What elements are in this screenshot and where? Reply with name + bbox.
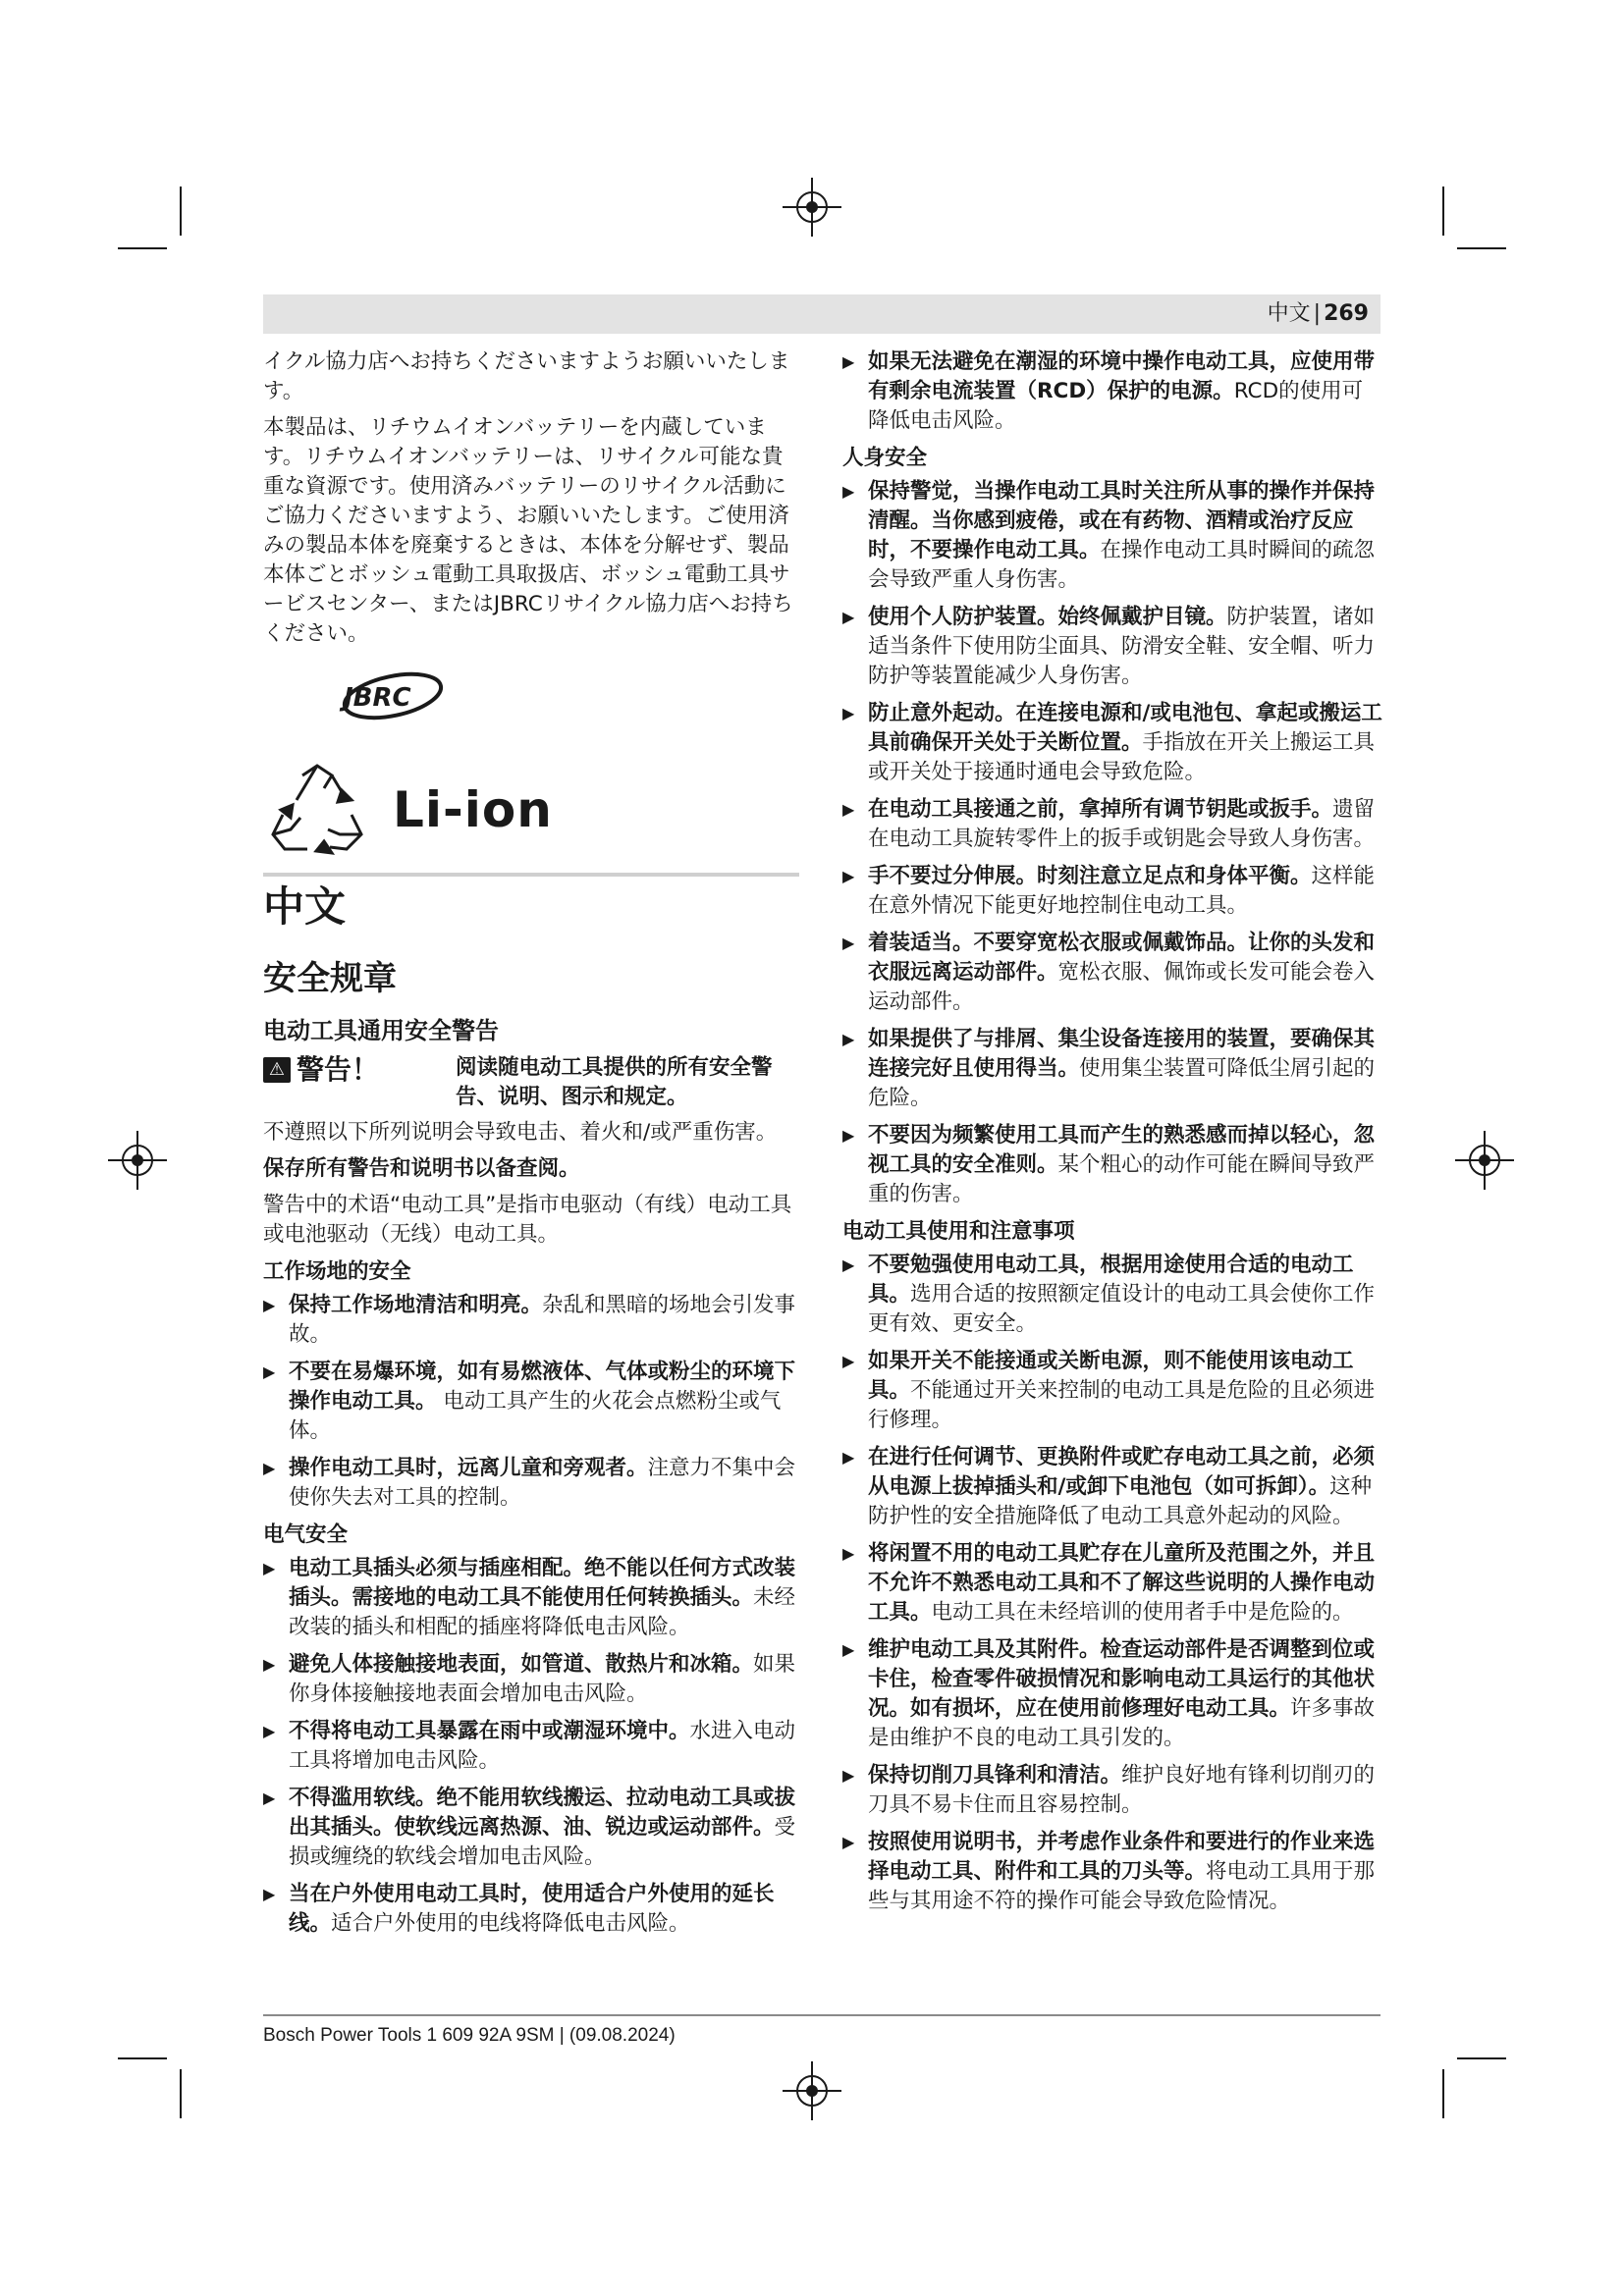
item-bold: 如果开关不能接通或关断电源，则不能使用该电动工具。 <box>868 1349 1354 1403</box>
item-text: 这种防护性的安全措施降低了电动工具意外起动的风险。 <box>868 1474 1373 1528</box>
item-bold: 保持警觉，当操作电动工具时关注所从事的操作并保持清醒。当你感到疲倦，或在有药物、酒精或治疗反应时，不要操作电动工具。 <box>868 479 1376 562</box>
footer-text: Bosch Power Tools 1 609 92A 9SM | (09.08.2024) <box>263 2025 676 2046</box>
page-header-bar <box>263 294 1380 334</box>
item-text: 受损或缠绕的软线会增加电击风险。 <box>289 1815 796 1869</box>
electrical-heading: 电气安全 <box>263 1522 349 1547</box>
electrical-list <box>263 1554 799 1939</box>
item-bold: 不要在易爆环境，如有易燃液体、气体或粉尘的环境下操作电动工具。 <box>289 1360 796 1414</box>
bullet-arrow-icon: ▶ <box>842 1126 855 1145</box>
item-text: 适合户外使用的电线将降低电击风险。 <box>331 1911 690 1936</box>
item-bold: 着装适当。不要穿宽松衣服或佩戴饰品。让你的头发和衣服远离运动部件。 <box>868 931 1376 985</box>
bullet-arrow-icon: ▶ <box>842 1766 855 1785</box>
bullet-arrow-icon: ▶ <box>263 1362 276 1381</box>
item-bold: 操作电动工具时，远离儿童和旁观者。 <box>289 1456 648 1480</box>
footer-rule <box>263 2014 1380 2016</box>
general-warning-heading: 电动工具通用安全警告 <box>263 1017 499 1044</box>
list-item <box>842 1251 1382 1339</box>
bullet-arrow-icon: ▶ <box>842 608 855 626</box>
safety-title: 安全规章 <box>263 959 397 998</box>
list-item <box>842 603 1382 691</box>
tool-use-heading: 电动工具使用和注意事项 <box>842 1219 1075 1244</box>
crop-mark <box>180 2069 182 2118</box>
item-bold: 如果提供了与排屑、集尘设备连接用的装置，要确保其连接完好且使用得当。 <box>868 1027 1376 1081</box>
item-bold: 不要因为频繁使用工具而产生的熟悉感而掉以轻心，忽视工具的安全准则。 <box>868 1123 1376 1177</box>
registration-mark-left <box>122 1145 153 1176</box>
bullet-arrow-icon: ▶ <box>263 1459 276 1477</box>
item-bold: 手不要过分伸展。时刻注意立足点和身体平衡。 <box>868 864 1312 888</box>
bullet-arrow-icon: ▶ <box>263 1655 276 1674</box>
bullet-arrow-icon: ▶ <box>842 482 855 501</box>
list-item <box>263 1358 799 1446</box>
item-text: 注意力不集中会使你失去对工具的控制。 <box>289 1456 796 1510</box>
crop-mark <box>1442 2069 1444 2118</box>
tool-use-list <box>842 1251 1382 1916</box>
list-item <box>842 1828 1382 1916</box>
item-text: 选用合适的按照额定值设计的电动工具会使你工作更有效、更安全。 <box>868 1282 1376 1336</box>
item-bold: 维护电动工具及其附件。检查运动部件是否调整到位或卡住，检查零件破损情况和影响电动工具运行的其他状况。如有损坏，应在使用前修理好电动工具。 <box>868 1637 1376 1721</box>
item-bold: 当在户外使用电动工具时，使用适合户外使用的延长线。 <box>289 1882 775 1936</box>
bullet-arrow-icon: ▶ <box>263 1722 276 1740</box>
svg-text:JBRC: JBRC <box>344 683 411 713</box>
list-item <box>263 1717 799 1776</box>
item-bold: 在电动工具接通之前，拿掉所有调节钥匙或扳手。 <box>868 797 1333 822</box>
warning-block <box>263 1053 799 1112</box>
save-instructions: 保存所有警告和说明书以备查阅。 <box>263 1156 580 1181</box>
crop-mark <box>1442 187 1444 236</box>
personal-safety-heading: 人身安全 <box>842 446 928 470</box>
item-bold: 不要勉强使用电动工具，根据用途使用合适的电动工具。 <box>868 1253 1354 1307</box>
crop-mark <box>1457 2057 1506 2059</box>
bullet-arrow-icon: ▶ <box>263 1885 276 1903</box>
header-separator: | <box>1313 301 1322 326</box>
list-item <box>263 1880 799 1939</box>
item-bold: 防止意外起动。在连接电源和/或电池包、拿起或搬运工具前确保开关处于关断位置。 <box>868 701 1382 755</box>
crop-mark <box>180 187 182 236</box>
recycle-icon <box>263 761 371 859</box>
crop-mark <box>118 247 167 249</box>
list-item <box>263 1291 799 1350</box>
list-item <box>842 1347 1382 1435</box>
language-title: 中文 <box>263 882 347 931</box>
list-item <box>842 929 1382 1017</box>
bullet-arrow-icon: ▶ <box>842 352 855 371</box>
list-item <box>842 1121 1382 1209</box>
item-bold: 避免人体接触接地表面，如管道、散热片和冰箱。 <box>289 1652 754 1677</box>
personal-safety-list <box>842 477 1382 1209</box>
bullet-arrow-icon: ▶ <box>842 1352 855 1370</box>
registration-mark-top <box>796 191 828 223</box>
item-text: RCD的使用可降低电击风险。 <box>868 379 1364 433</box>
item-bold: 不得将电动工具暴露在雨中或潮湿环境中。 <box>289 1719 690 1743</box>
list-item <box>842 1539 1382 1628</box>
item-text: 宽松衣服、佩饰或长发可能会卷入运动部件。 <box>868 960 1376 1014</box>
item-text: 在操作电动工具时瞬间的疏忽会导致严重人身伤害。 <box>868 538 1376 592</box>
list-item <box>842 1761 1382 1820</box>
item-text: 维护良好地有锋利切削刃的刀具不易卡住而且容易控制。 <box>868 1763 1376 1817</box>
item-text: 不能通过开关来控制的电动工具是危险的且必须进行修理。 <box>868 1378 1376 1432</box>
bullet-arrow-icon: ▶ <box>842 1640 855 1659</box>
bullet-arrow-icon: ▶ <box>263 1789 276 1807</box>
bullet-arrow-icon: ▶ <box>842 1448 855 1467</box>
warning-consequence: 不遵照以下所列说明会导致电击、着火和/或严重伤害。 <box>263 1120 778 1145</box>
item-bold: 在进行任何调节、更换附件或贮存电动工具之前，必须从电源上拔掉插头和/或卸下电池包（如可拆卸）。 <box>868 1445 1376 1499</box>
list-item <box>842 699 1382 787</box>
liion-label: Li-ion <box>393 781 553 838</box>
list-item <box>842 795 1382 854</box>
list-item <box>842 477 1382 595</box>
item-text: 电动工具在未经培训的使用者手中是危险的。 <box>931 1600 1354 1625</box>
item-bold: 如果无法避免在潮湿的环境中操作电动工具，应使用带有剩余电流装置（RCD）保护的电源。 <box>868 349 1376 403</box>
work-area-list <box>263 1291 799 1513</box>
bullet-arrow-icon: ▶ <box>842 1255 855 1274</box>
list-item <box>263 1454 799 1513</box>
bullet-arrow-icon: ▶ <box>842 1544 855 1563</box>
bullet-arrow-icon: ▶ <box>842 704 855 722</box>
item-bold: 保持工作场地清洁和明亮。 <box>289 1293 543 1317</box>
bullet-arrow-icon: ▶ <box>842 867 855 885</box>
item-text: 某个粗心的动作可能在瞬间导致严重的伤害。 <box>868 1152 1376 1206</box>
item-bold: 按照使用说明书，并考虑作业条件和要进行的作业来选择电动工具、附件和工具的刀头等。 <box>868 1830 1376 1884</box>
page-number: 269 <box>1324 301 1369 326</box>
bullet-arrow-icon: ▶ <box>842 1030 855 1048</box>
jp-paragraph-1: イクル協力店へお持ちくださいますようお願いいたします。 <box>263 349 790 403</box>
list-item <box>842 862 1382 921</box>
item-text: 使用集尘装置可降低尘屑引起的危险。 <box>868 1056 1376 1110</box>
list-item <box>263 1554 799 1642</box>
item-text: 未经改装的插头和相配的插座将降低电击风险。 <box>289 1585 796 1639</box>
list-item <box>842 1635 1382 1753</box>
crop-mark <box>1457 247 1506 249</box>
item-text: 防护装置，诸如适当条件下使用防尘面具、防滑安全鞋、安全帽、听力防护等装置能减少人身伤害。 <box>868 605 1376 688</box>
item-bold: 使用个人防护装置。始终佩戴护目镜。 <box>868 605 1227 629</box>
jp-paragraph-2: 本製品は、リチウムイオンバッテリーを内蔵しています。リチウムイオンバッテリーは、リサイクル可能な貴重な資源です。使用済みバッテリーのリサイクル活動にご協力くださいますよう、お願いいたします。ご使用済みの製品本体を廃棄するときは、本体を分解せず、製品本体ごとボッシュ電動工具取扱店、ボッシュ電動工具サービスセンター、またはJBRCリサイクル協力店へお持ちください。 <box>263 415 793 646</box>
section-rule <box>263 873 799 877</box>
list-item <box>263 1784 799 1872</box>
work-area-heading: 工作场地的安全 <box>263 1259 411 1284</box>
item-text: 遗留在电动工具旋转零件上的扳手或钥匙会导致人身伤害。 <box>868 797 1376 851</box>
item-text: 这样能在意外情况下能更好地控制住电动工具。 <box>868 864 1376 918</box>
item-text: 将电动工具用于那些与其用途不符的操作可能会导致危险情况。 <box>868 1859 1376 1913</box>
bullet-arrow-icon: ▶ <box>842 934 855 952</box>
bullet-arrow-icon: ▶ <box>263 1296 276 1314</box>
item-bold: 电动工具插头必须与插座相配。绝不能以任何方式改装插头。需接地的电动工具不能使用任何转换插头。 <box>289 1556 796 1610</box>
crop-mark <box>118 2057 167 2059</box>
warning-label-text: 警告！ <box>297 1053 380 1086</box>
bullet-arrow-icon: ▶ <box>842 800 855 819</box>
list-item <box>842 1443 1382 1531</box>
left-column <box>263 347 799 1947</box>
item-text: 电动工具产生的火花会点燃粉尘或气体。 <box>289 1389 782 1443</box>
jbrc-logo <box>332 667 450 725</box>
item-text: 许多事故是由维护不良的电动工具引发的。 <box>868 1696 1376 1750</box>
item-text: 如果你身体接触接地表面会增加电击风险。 <box>289 1652 796 1706</box>
list-item <box>842 1025 1382 1113</box>
right-column <box>842 347 1382 1924</box>
header-language: 中文 <box>1267 301 1311 326</box>
warning-label <box>263 1053 456 1087</box>
item-text: 水进入电动工具将增加电击风险。 <box>289 1719 796 1773</box>
warning-triangle-icon: ⚠ <box>263 1057 291 1083</box>
registration-mark-bottom <box>796 2075 828 2107</box>
page-header-text <box>1268 300 1369 328</box>
item-text: 杂乱和黑暗的场地会引发事故。 <box>289 1293 796 1347</box>
item-bold: 将闲置不用的电动工具贮存在儿童所及范围之外，并且不允许不熟悉电动工具和不了解这些说明的人操作电动工具。 <box>868 1541 1376 1625</box>
list-item <box>842 347 1382 436</box>
bullet-arrow-icon: ▶ <box>842 1833 855 1851</box>
registration-mark-right <box>1469 1145 1500 1176</box>
item-bold: 不得滥用软线。绝不能用软线搬运、拉动电动工具或拔出其插头。使软线远离热源、油、锐边或运动部件。 <box>289 1786 796 1840</box>
jbrc-logo-graphic <box>332 667 450 725</box>
list-item <box>263 1650 799 1709</box>
term-explanation: 警告中的术语“电动工具”是指市电驱动（有线）电动工具或电池驱动（无线）电动工具。 <box>263 1193 792 1247</box>
bullet-arrow-icon: ▶ <box>263 1559 276 1577</box>
item-bold: 保持切削刀具锋利和清洁。 <box>868 1763 1122 1788</box>
warning-text: 阅读随电动工具提供的所有安全警告、说明、图示和规定。 <box>456 1055 773 1109</box>
item-text: 手指放在开关上搬运工具或开关处于接通时通电会导致危险。 <box>868 730 1376 784</box>
liion-recycle-block <box>263 761 799 859</box>
